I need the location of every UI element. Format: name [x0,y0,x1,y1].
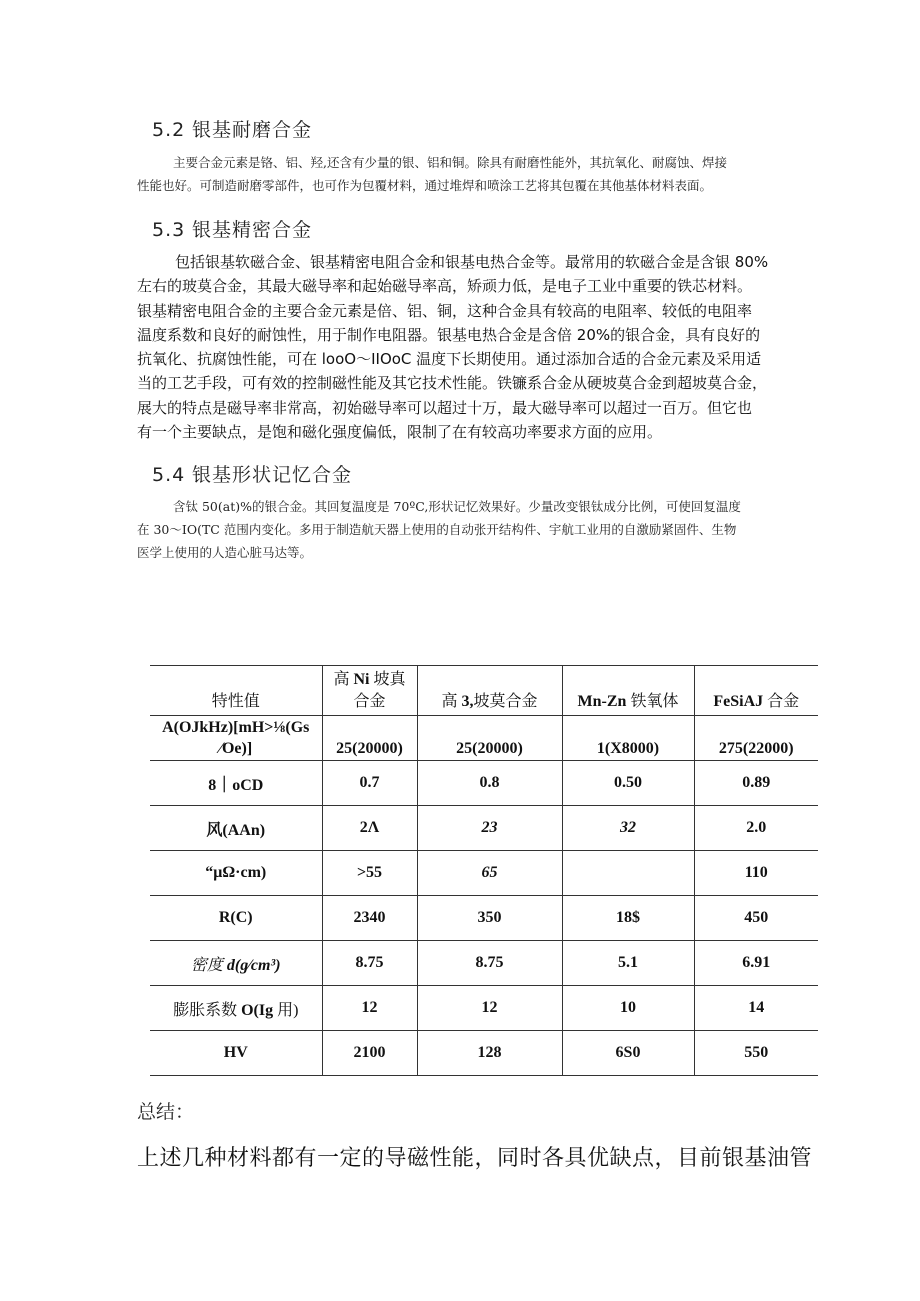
section-title: 银基精密合金 [192,219,313,241]
row-label: R(C) [150,896,322,941]
section-5-4-paragraph [137,495,837,564]
table-cell: 2100 [322,1031,417,1076]
table-cell: 5.1 [562,941,694,986]
table-cell: 2340 [322,896,417,941]
table-row [150,986,818,1031]
table-cell: 0.7 [322,761,417,806]
section-number: 5.2 [152,119,186,141]
table-cell: 23 [417,806,562,851]
table-cell: 450 [694,896,818,941]
table-cell: 8.75 [417,941,562,986]
table-cell: 350 [417,896,562,941]
table-row [150,806,818,851]
paragraph-line: 包括银基软磁合金、银基精密电阻合金和银基电热合金等。最常用的软磁合金是含银 80% [175,253,769,271]
table-cell: 12 [417,986,562,1031]
summary-heading: 总结： [137,1101,195,1123]
paragraph-line: 温度系数和良好的耐蚀性，用于制作电阻器。银基电热合金是含倍 20%的银合金，具有良好的 [137,325,761,344]
table-cell: 128 [417,1031,562,1076]
section-number: 5.4 [152,464,186,486]
table-cell: 2Λ [322,806,417,851]
section-5-2-heading [152,115,312,142]
table-row [150,896,818,941]
table-cell: 65 [417,851,562,896]
table-cell: 0.89 [694,761,818,806]
table-cell: 12 [322,986,417,1031]
paragraph-line: 含钛 50(at)%的银合金。其回复温度是 70ºC,形状记忆效果好。少量改变银钛成分比例，可使回复温度 [173,499,741,514]
table-cell: 6.91 [694,941,818,986]
row-label: 膨胀系数 O(Ig 用) [150,986,322,1031]
table-row [150,1031,818,1076]
header-cell: 高 Ni 坡真 合金 [322,666,417,716]
table-cell: 8.75 [322,941,417,986]
paragraph-line: 主要合金元素是铬、铝、羟,还含有少量的银、铝和铜。除具有耐磨性能外，其抗氧化、耐腐蚀、焊接 [173,155,727,170]
table-row [150,941,818,986]
row-label: 风(AAn) [150,806,322,851]
row-label: HV [150,1031,322,1076]
header-cell: Mn-Zn 铁氧体 [562,666,694,716]
table-cell: 6S0 [562,1031,694,1076]
table-cell: 18$ [562,896,694,941]
section-5-3-heading [152,215,312,242]
paragraph-line: 银基精密电阻合金的主要合金元素是倍、铝、铜，这种合金具有较高的电阻率、较低的电阻率 [137,301,753,320]
table-cell: 10 [562,986,694,1031]
header-cell: FeSiAJ 合金 [694,666,818,716]
paragraph-line: 在 30～IO(TC 范围内变化。多用于制造航天器上使用的自动张开结构件、宇航工业用的自激励紧固件、生物 [137,522,737,537]
paragraph-line: 有一个主要缺点，是饱和磁化强度偏低，限制了在有较高功率要求方面的应用。 [137,423,663,442]
section-5-4-heading [152,460,352,487]
section-number: 5.3 [152,219,186,241]
paragraph-line: 性能也好。可制造耐磨零部件，也可作为包覆材料，通过堆焊和喷涂工艺将其包覆在其他基体材料表面。 [137,178,713,193]
table-cell: >55 [322,851,417,896]
table-cell: 2.0 [694,806,818,851]
table-row [150,761,818,806]
table-row [150,851,818,896]
table-cell: 550 [694,1031,818,1076]
table-cell [562,851,694,896]
table-cell: 110 [694,851,818,896]
section-5-3-paragraph [137,250,837,444]
summary-text: 上述几种材料都有一定的导磁性能，同时各具优缺点，目前银基油管 [137,1146,813,1171]
magnetic-alloy-properties-table [150,665,818,1076]
section-5-2-paragraph [137,151,837,197]
table-cell: 32 [562,806,694,851]
paragraph-line: 当的工艺手段，可有效的控制磁性能及其它技术性能。铁镰系合金从硬坡莫合金到超坡莫合金， [137,374,768,393]
table-cell: 25(20000) [417,716,562,761]
table-header-row [150,666,818,716]
row-label: “μΩ·cm) [150,851,322,896]
paragraph-line: 展大的特点是磁导率非常高，初始磁导率可以超过十万，最大磁导率可以超过一百万。但它也 [137,398,753,417]
table-cell: 1(X8000) [562,716,694,761]
row-label: 密度 d(g∕cm³) [150,941,322,986]
table-cell: 25(20000) [322,716,417,761]
section-title: 银基耐磨合金 [192,119,313,141]
paragraph-line: 医学上使用的人造心脏马达等。 [137,545,313,560]
table-row [150,716,818,761]
paragraph-line: 左右的玻莫合金，其最大磁导率和起始磁导率高，矫顽力低，是电子工业中重要的铁芯材料。 [137,277,753,296]
table-cell: 14 [694,986,818,1031]
table-cell: 0.50 [562,761,694,806]
table-cell: 0.8 [417,761,562,806]
section-title: 银基形状记忆合金 [192,464,353,486]
row-label: 8｜oCD [150,761,322,806]
paragraph-line: 抗氧化、抗腐蚀性能，可在 looO～IIOoC 温度下长期使用。通过添加合适的合金元素及采用适 [137,350,762,369]
row-label: A(OJkHz)[mH>⅛(Gs ∕Oe)] [150,716,322,761]
header-cell: 特性值 [150,666,322,716]
header-cell: 高 3,坡莫合金 [417,666,562,716]
table-cell: 275(22000) [694,716,818,761]
